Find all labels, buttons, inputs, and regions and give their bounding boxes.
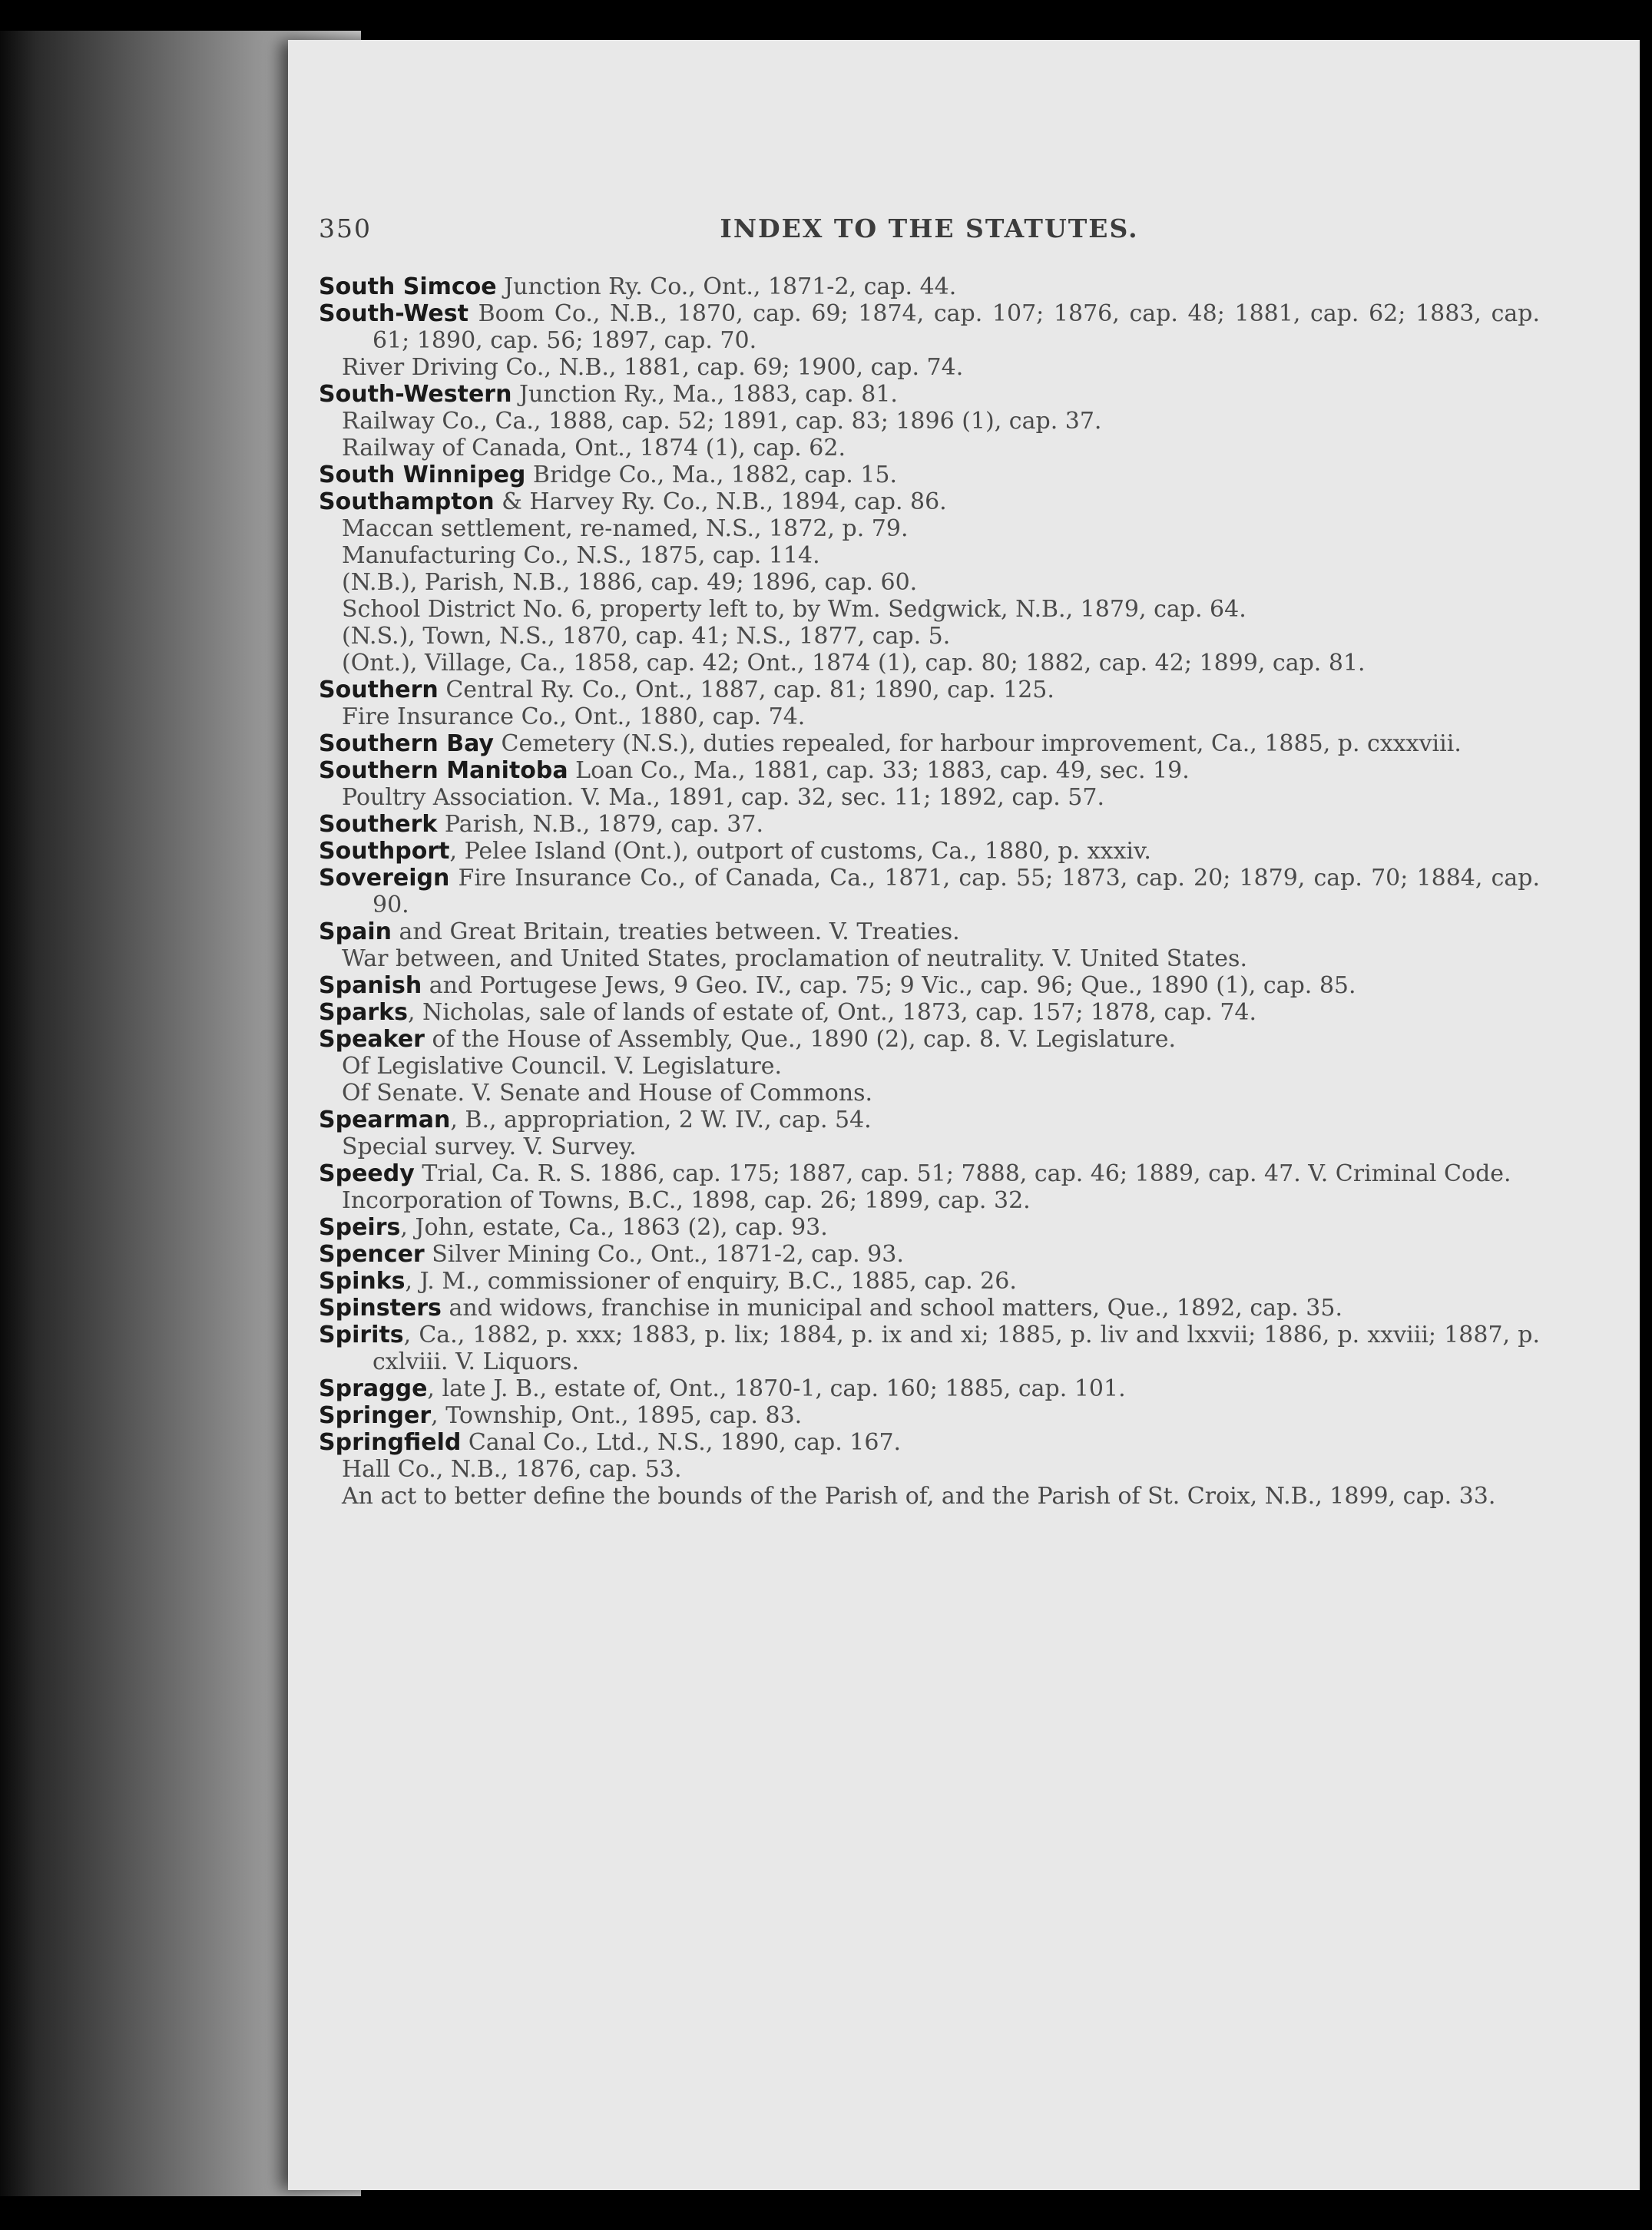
entry-text: , Township, Ont., 1895, cap. 83. [431,1402,803,1429]
entry-text: , Nicholas, sale of lands of estate of, Ont., 1873, cap. 157; 1878, cap. 74. [407,999,1257,1026]
entry-text: Bridge Co., Ma., 1882, cap. 15. [525,462,898,488]
index-subentry [319,1133,1540,1160]
entry-text: (N.B.), Parish, N.B., 1886, cap. 49; 1896, cap. 60. [342,569,918,596]
entry-heading: Southern Manitoba [319,757,568,784]
index-subentry [319,435,1540,462]
index-subentry [319,1187,1540,1214]
index-entry [319,1160,1540,1187]
index-entry [319,838,1540,865]
entry-heading: Southport [319,838,450,865]
entry-heading: Spencer [319,1241,425,1268]
entry-text: & Harvey Ry. Co., N.B., 1894, cap. 86. [494,488,947,515]
index-subentry [319,408,1540,435]
index-entry [319,999,1540,1026]
index-subentry [319,784,1540,811]
entry-heading: Southerk [319,811,438,838]
entry-text: , J. M., commissioner of enquiry, B.C., 1885, cap. 26. [405,1268,1017,1295]
index-entry [319,1268,1540,1295]
entry-text: Of Senate. V. Senate and House of Commons. [342,1080,873,1107]
index-subentry [319,596,1540,623]
index-entry [319,677,1540,703]
entry-text: Loan Co., Ma., 1881, cap. 33; 1883, cap. 49, sec. 19. [568,757,1190,784]
entry-heading: South-West [319,300,468,327]
index-entry [319,273,1540,300]
entry-heading: Southern Bay [319,730,494,757]
index-entry [319,811,1540,838]
entry-heading: Sovereign [319,865,450,892]
entry-text: Maccan settlement, re-named, N.S., 1872, p. 79. [342,515,909,542]
index-entry [319,1107,1540,1133]
index-entry [319,918,1540,945]
index-entry [319,462,1540,488]
entry-heading: Speedy [319,1160,415,1187]
entry-text: Fire Insurance Co., of Canada, Ca., 1871, cap. 55; 1873, cap. 20; 1879, cap. 70; 1884, cap. 90. [372,865,1540,918]
entry-heading: Spain [319,918,392,945]
index-entry [319,488,1540,515]
entry-text: Hall Co., N.B., 1876, cap. 53. [342,1456,682,1483]
index-entry [319,1026,1540,1053]
entry-text: Trial, Ca. R. S. 1886, cap. 175; 1887, cap. 51; 7888, cap. 46; 1889, cap. 47. V. Criminal Code. [414,1160,1511,1187]
entry-text: War between, and United States, proclamation of neutrality. V. United States. [342,945,1247,972]
entry-text: An act to better define the bounds of the Parish of, and the Parish of St. Croix, N.B., 1899, cap. 33. [342,1483,1496,1510]
running-title: INDEX TO THE STATUTES. [720,213,1139,243]
entry-text: and Portugese Jews, 9 Geo. IV., cap. 75; 9 Vic., cap. 96; Que., 1890 (1), cap. 85. [422,972,1356,999]
entry-text: , Ca., 1882, p. xxx; 1883, p. lix; 1884, p. ix and xi; 1885, p. liv and lxxvii; 1886, p. xxviii; 1887, p. cxlviii. V. Liquors. [372,1322,1540,1375]
entry-text: Manufacturing Co., N.S., 1875, cap. 114. [342,542,820,569]
entry-text: Central Ry. Co., Ont., 1887, cap. 81; 1890, cap. 125. [438,677,1054,703]
entry-text: Cemetery (N.S.), duties repealed, for harbour improvement, Ca., 1885, p. cxxxviii. [493,730,1462,757]
entry-text: Special survey. V. Survey. [342,1133,637,1160]
entry-text: , B., appropriation, 2 W. IV., cap. 54. [450,1107,872,1133]
page-number: 350 [319,213,372,243]
entry-heading: Spirits [319,1322,404,1348]
index-subentry [319,569,1540,596]
entry-heading: South Winnipeg [319,462,526,488]
entry-heading: Spearman [319,1107,451,1133]
index-entry [319,1295,1540,1322]
index-entry [319,1429,1540,1456]
index-subentry [319,1080,1540,1107]
entry-heading: Southampton [319,488,495,515]
index-entry [319,757,1540,784]
entry-text: Parish, N.B., 1879, cap. 37. [437,811,763,838]
entry-text: Railway Co., Ca., 1888, cap. 52; 1891, cap. 83; 1896 (1), cap. 37. [342,408,1102,435]
entry-text: Silver Mining Co., Ont., 1871-2, cap. 93. [424,1241,904,1268]
index-entry [319,1214,1540,1241]
index-subentry [319,542,1540,569]
entry-heading: South Simcoe [319,273,497,300]
entry-heading: Spinks [319,1268,406,1295]
entry-text: , Pelee Island (Ont.), outport of customs, Ca., 1880, p. xxxiv. [449,838,1151,865]
entry-text: (N.S.), Town, N.S., 1870, cap. 41; N.S., 1877, cap. 5. [342,623,951,650]
entry-text: Poultry Association. V. Ma., 1891, cap. 32, sec. 11; 1892, cap. 57. [342,784,1105,811]
index-subentry [319,703,1540,730]
index-subentry [319,515,1540,542]
entry-text: , John, estate, Ca., 1863 (2), cap. 93. [400,1214,828,1241]
index-entry [319,730,1540,757]
index-subentry [319,354,1540,381]
entry-heading: Springer [319,1402,432,1429]
entry-heading: Spinsters [319,1295,442,1322]
entry-text: Junction Ry. Co., Ont., 1871-2, cap. 44. [496,273,957,300]
entry-text: , late J. B., estate of, Ont., 1870-1, cap. 160; 1885, cap. 101. [427,1375,1126,1402]
entry-heading: Speirs [319,1214,401,1241]
index-entry [319,1402,1540,1429]
index-entry [319,1322,1540,1375]
entry-heading: Southern [319,677,439,703]
index-entry [319,381,1540,408]
entry-text: (Ont.), Village, Ca., 1858, cap. 42; Ont., 1874 (1), cap. 80; 1882, cap. 42; 1899, cap. 81. [342,650,1366,677]
entry-text: Boom Co., N.B., 1870, cap. 69; 1874, cap. 107; 1876, cap. 48; 1881, cap. 62; 1883, cap. 61; 1890, cap. 56; 1897, cap. 70. [372,300,1540,354]
index-entry [319,1375,1540,1402]
entry-heading: Spanish [319,972,422,999]
entry-text: Railway of Canada, Ont., 1874 (1), cap. 62. [342,435,846,462]
index-subentry [319,1483,1540,1510]
entry-text: Incorporation of Towns, B.C., 1898, cap. 26; 1899, cap. 32. [342,1187,1031,1214]
entry-text: Canal Co., Ltd., N.S., 1890, cap. 167. [461,1429,902,1456]
entry-heading: Springfield [319,1429,462,1456]
entry-heading: Speaker [319,1026,425,1053]
entry-text: River Driving Co., N.B., 1881, cap. 69; 1900, cap. 74. [342,354,964,381]
index-subentry [319,1456,1540,1483]
index-entry [319,972,1540,999]
entry-heading: South-Western [319,381,512,408]
entry-text: and Great Britain, treaties between. V. Treaties. [391,918,960,945]
entry-heading: Spragge [319,1375,428,1402]
index-list [319,273,1540,1510]
index-entry [319,1241,1540,1268]
index-subentry [319,623,1540,650]
index-subentry [319,650,1540,677]
index-entry [319,300,1540,354]
entry-text: Junction Ry., Ma., 1883, cap. 81. [511,381,898,408]
entry-text: Fire Insurance Co., Ont., 1880, cap. 74. [342,703,806,730]
entry-text: Of Legislative Council. V. Legislature. [342,1053,783,1080]
index-entry [319,865,1540,918]
entry-text: School District No. 6, property left to, by Wm. Sedgwick, N.B., 1879, cap. 64. [342,596,1246,623]
index-subentry [319,1053,1540,1080]
entry-text: of the House of Assembly, Que., 1890 (2), cap. 8. V. Legislature. [424,1026,1177,1053]
index-subentry [319,945,1540,972]
entry-text: and widows, franchise in municipal and school matters, Que., 1892, cap. 35. [441,1295,1342,1322]
entry-heading: Sparks [319,999,408,1026]
